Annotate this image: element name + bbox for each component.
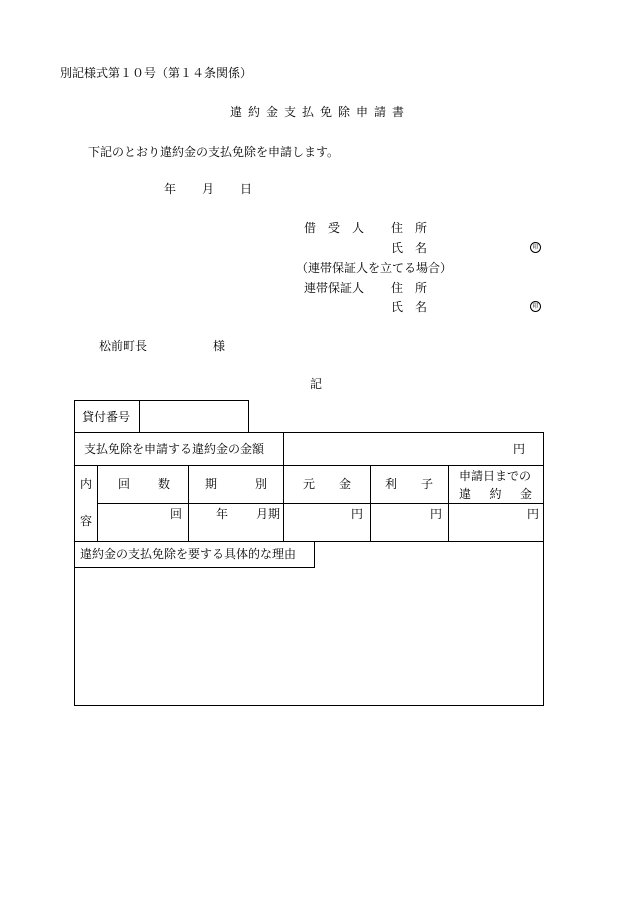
guarantor-address-label: 住 所 xyxy=(391,281,428,295)
unit-principal-yen: 円 xyxy=(351,507,364,521)
date-month: 月 xyxy=(202,182,215,196)
unit-year: 年 xyxy=(216,507,229,521)
amount-label: 支払免除を申請する違約金の金額 xyxy=(84,442,265,456)
addressee-name: 松前町長 xyxy=(99,339,148,353)
guarantor-label: 連帯保証人 xyxy=(304,281,365,295)
reason-label: 違約金の支払免除を要する具体的な理由 xyxy=(80,547,297,561)
applicant-name-label: 氏 名 xyxy=(391,241,428,255)
col-penalty-header-line2: 違 約 金 xyxy=(459,487,532,501)
applicant-label: 借 受 人 xyxy=(304,221,365,235)
unit-interest-yen: 円 xyxy=(430,507,443,521)
side-label-bottom: 容 xyxy=(80,514,93,528)
guarantor-note: （連帯保証人を立てる場合） xyxy=(296,261,453,275)
intro-text: 下記のとおり違約金の支払免除を申請します。 xyxy=(88,145,340,159)
loan-number-label: 貸付番号 xyxy=(82,410,131,424)
unit-penalty-yen: 円 xyxy=(527,507,540,521)
col-penalty-header-line1: 申請日までの xyxy=(459,469,532,483)
document-title: 違約金支払免除申請書 xyxy=(229,105,410,119)
col-count-header: 回 数 xyxy=(118,477,170,491)
applicant-seal: 印 xyxy=(530,242,541,253)
col-principal-header: 元 金 xyxy=(303,477,351,491)
date-year: 年 xyxy=(164,182,177,196)
addressee-suffix: 様 xyxy=(213,339,226,353)
side-label-top: 内 xyxy=(80,477,93,491)
unit-month: 月期 xyxy=(256,507,281,521)
date-day: 日 xyxy=(240,182,253,196)
col-period-header: 期 別 xyxy=(205,477,267,491)
ki-label: 記 xyxy=(310,377,323,391)
guarantor-seal: 印 xyxy=(530,301,541,312)
guarantor-name-label: 氏 名 xyxy=(391,300,428,314)
unit-count: 回 xyxy=(170,507,183,521)
col-interest-header: 利 子 xyxy=(385,477,433,491)
amount-yen: 円 xyxy=(513,442,526,456)
form-number: 別記様式第１０号（第１４条関係） xyxy=(60,66,253,80)
applicant-address-label: 住 所 xyxy=(391,221,428,235)
